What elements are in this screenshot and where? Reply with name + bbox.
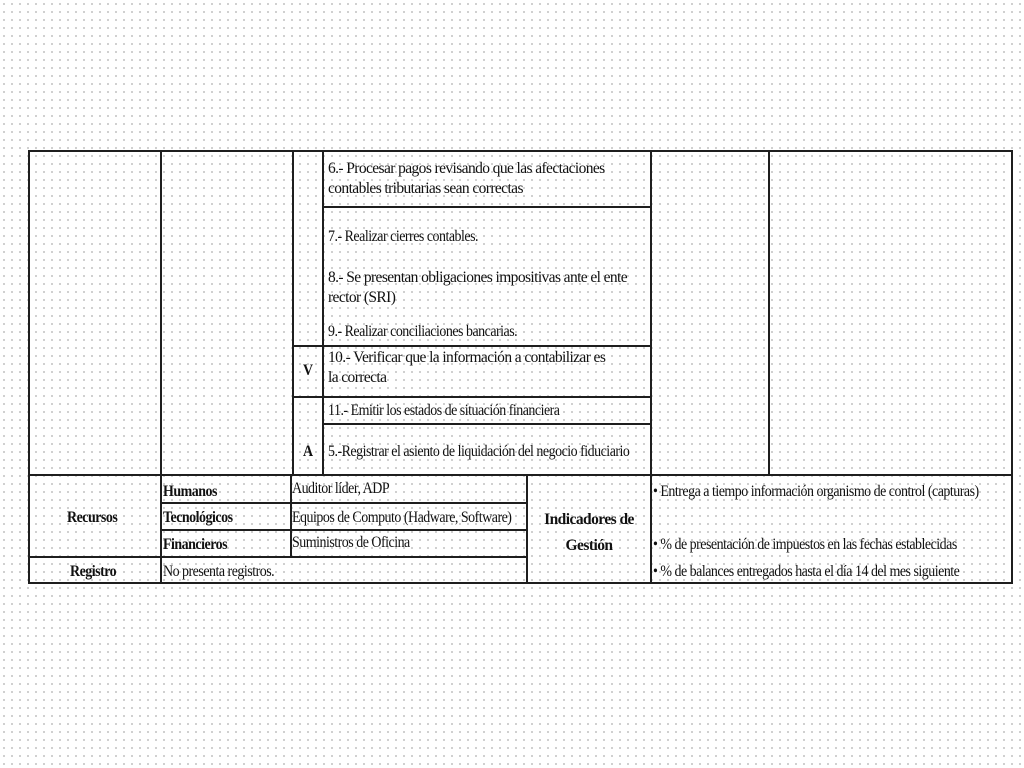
indicador-item: • % de balances entregados hasta el día 14 del mes siguiente bbox=[653, 563, 960, 580]
grid-line bbox=[322, 152, 324, 474]
recurso-value-financieros: Suministros de Oficina bbox=[292, 534, 410, 551]
indicadores-label-line1: Indicadores de bbox=[544, 511, 634, 528]
indicador-item: • Entrega a tiempo información organismo de control (capturas) bbox=[653, 483, 979, 500]
grid-line bbox=[160, 502, 526, 504]
registro-label: Registro bbox=[70, 563, 117, 580]
recurso-type-tecnologicos: Tecnológicos bbox=[163, 509, 233, 526]
phase-a-label: A bbox=[303, 443, 313, 460]
recurso-type-humanos: Humanos bbox=[163, 483, 217, 500]
process-step-6: 6.- Procesar pagos revisando que las afectaciones contables tributarias sean correctas bbox=[328, 160, 605, 197]
registro-value: No presenta registros. bbox=[163, 563, 275, 580]
recurso-value-humanos: Auditor líder, ADP bbox=[292, 480, 390, 497]
recurso-type-financieros: Financieros bbox=[163, 536, 228, 553]
grid-line bbox=[30, 474, 1011, 476]
process-step-9: 9.- Realizar conciliaciones bancarias. bbox=[328, 323, 518, 340]
process-step-7: 7.- Realizar cierres contables. bbox=[328, 228, 479, 245]
recursos-label: Recursos bbox=[67, 509, 118, 526]
grid-line bbox=[160, 152, 162, 474]
grid-line bbox=[322, 423, 650, 425]
process-table bbox=[28, 150, 1013, 584]
indicadores-label-line2: Gestión bbox=[565, 537, 613, 554]
recurso-value-tecnologicos: Equipos de Computo (Hadware, Software) bbox=[292, 509, 512, 526]
grid-line bbox=[292, 345, 650, 347]
phase-v-label: V bbox=[303, 362, 313, 379]
process-step-10: 10.- Verificar que la información a contabilizar es la correcta bbox=[328, 349, 606, 386]
process-step-8: 8.- Se presentan obligaciones impositivas ante el ente rector (SRI) bbox=[328, 269, 628, 306]
grid-line bbox=[160, 529, 526, 531]
grid-line bbox=[650, 152, 652, 474]
grid-line bbox=[30, 556, 526, 558]
grid-line bbox=[650, 474, 652, 582]
indicadores-label bbox=[528, 507, 650, 559]
grid-line bbox=[292, 396, 650, 398]
grid-line bbox=[292, 152, 294, 474]
process-step-11: 11.- Emitir los estados de situación financiera bbox=[328, 402, 560, 419]
process-step-5: 5.-Registrar el asiento de liquidación del negocio fiduciario bbox=[328, 443, 630, 460]
grid-line bbox=[768, 152, 770, 474]
indicador-item: • % de presentación de impuestos en las fechas establecidas bbox=[653, 536, 957, 553]
grid-line bbox=[160, 474, 162, 582]
grid-line bbox=[322, 206, 650, 208]
